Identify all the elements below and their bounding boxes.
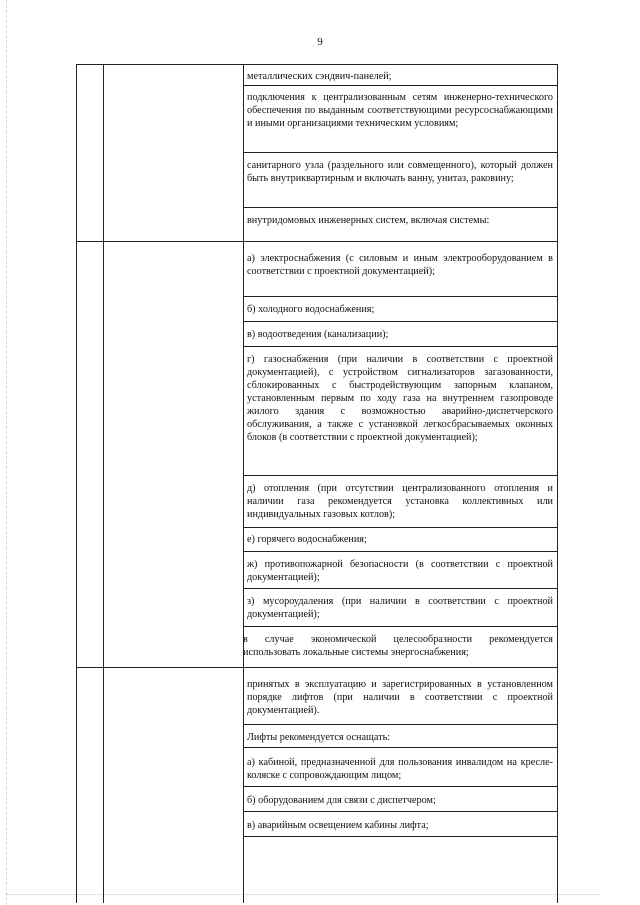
cell-border xyxy=(243,626,557,627)
cell-border xyxy=(243,747,557,748)
cell-border xyxy=(243,321,557,322)
cell-border xyxy=(243,786,557,787)
table-paragraph: принятых в эксплуатацию и зарегистрированных в установленном порядке лифтов (при наличии в соответствии с проектной документацией). xyxy=(247,679,553,716)
table-paragraph: а) электроснабжения (с силовым и иным электрооборудованием в соответствии с проектной документацией); xyxy=(247,253,553,277)
table-top-border xyxy=(77,64,557,65)
table-paragraph: подключения к централизованным сетям инженерно-технического обеспечения по выданным соответствующими ресурсоснабжающими и иными организациями техническим условиям; xyxy=(247,92,553,129)
cell-border xyxy=(243,551,557,552)
table-paragraph: санитарного узла (раздельного или совмещенного), который должен быть внутриквартирным и включать ванну, унитаз, раковину; xyxy=(247,160,553,184)
table-paragraph: е) горячего водоснабжения; xyxy=(247,534,367,545)
table-paragraph: г) газоснабжения (при наличии в соответствии с проектной документацией), с устройством сигнализаторов загазованности, сблокированных с быстродействующим запорным клапаном, установленным первым по ходу газа на внутреннем газопроводе жилого здания с возможностью аварийно-диспетчерского обслуживания, а также с установкой легкосбрасываемых оконных блоков (в соответствии с проектной документацией); xyxy=(247,354,553,443)
cell-border xyxy=(243,588,557,589)
table-paragraph: з) мусороудаления (при наличии в соответствии с проектной документацией); xyxy=(247,596,553,620)
table-paragraph: а) кабиной, предназначенной для пользования инвалидом на кресле-коляске с сопровождающим лицом; xyxy=(247,757,553,781)
table-paragraph: б) холодного водоснабжения; xyxy=(247,304,375,315)
table-paragraph: б) оборудованием для связи с диспетчером; xyxy=(247,795,436,806)
cell-border xyxy=(243,836,557,837)
requirements-table xyxy=(76,64,558,903)
page-number: 9 xyxy=(317,36,323,48)
scan-left-edge xyxy=(0,0,7,905)
row-border-1 xyxy=(77,241,557,242)
cell-border xyxy=(243,724,557,725)
cell-border xyxy=(243,296,557,297)
column-divider-1 xyxy=(103,64,104,903)
cell-border xyxy=(243,475,557,476)
table-paragraph: ж) противопожарной безопасности (в соответствии с проектной документацией); xyxy=(247,559,553,583)
row-border-2 xyxy=(77,667,557,668)
table-paragraph: в случае экономической целесообразности рекомендуется использовать локальные системы энергоснабжения; xyxy=(243,634,553,658)
cell-border xyxy=(243,527,557,528)
cell-border xyxy=(243,152,557,153)
table-paragraph: внутридомовых инженерных систем, включая системы: xyxy=(247,215,490,226)
table-paragraph: д) отопления (при отсутствии централизованного отопления и наличии газа рекомендуется установка коллективных или индивидуальных газовых котлов); xyxy=(247,483,553,520)
cell-border xyxy=(243,207,557,208)
column-divider-2 xyxy=(243,64,244,903)
table-paragraph: металлических сэндвич-панелей; xyxy=(247,71,392,82)
cell-border xyxy=(243,811,557,812)
table-paragraph: в) водоотведения (канализации); xyxy=(247,329,389,340)
cell-border xyxy=(243,346,557,347)
cell-border xyxy=(243,85,557,86)
table-paragraph: Лифты рекомендуется оснащать: xyxy=(247,732,391,743)
table-paragraph: в) аварийным освещением кабины лифта; xyxy=(247,820,429,831)
